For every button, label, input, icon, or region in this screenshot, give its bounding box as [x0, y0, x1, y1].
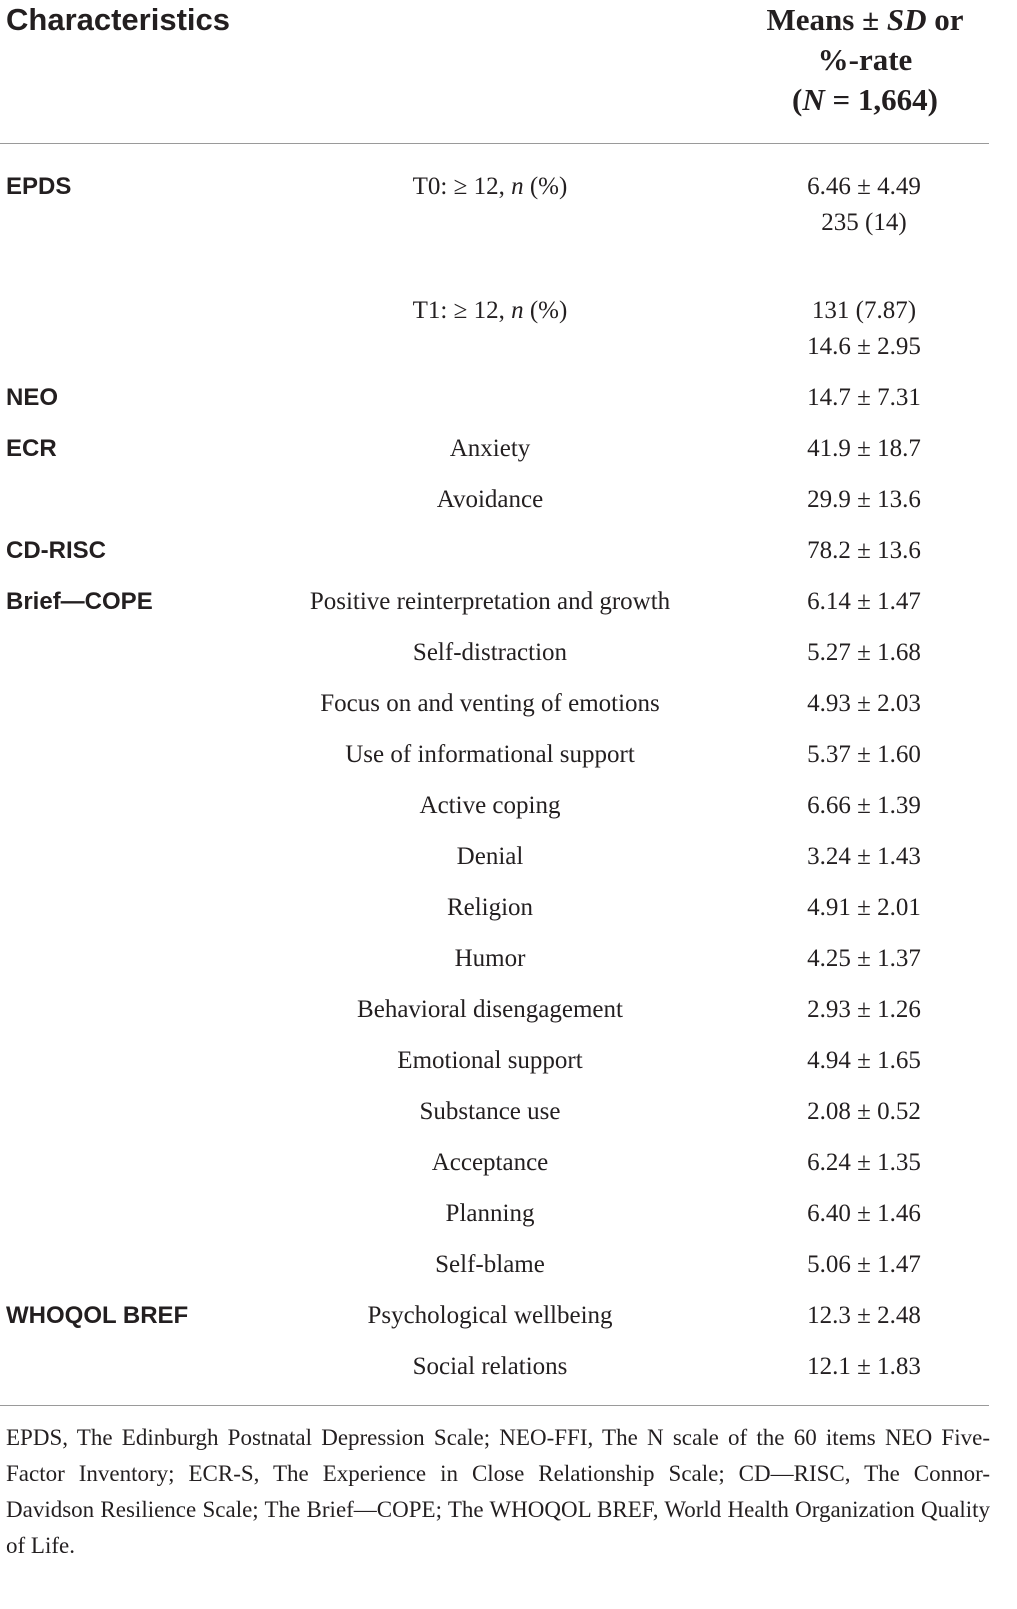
row-sub-planning: Planning: [445, 1200, 535, 1227]
row-value-acceptance: 6.24 ± 1.35: [807, 1149, 921, 1176]
row-sub-active-coping: Active coping: [419, 792, 561, 819]
row-sub-social-relations: Social relations: [412, 1353, 568, 1380]
row-sub-religion: Religion: [446, 894, 534, 921]
row-sub-self-blame: Self-blame: [435, 1251, 545, 1278]
row-value-psychological-wellbeing: 12.3 ± 2.48: [807, 1302, 921, 1329]
row-value-substance-use: 2.08 ± 0.52: [807, 1098, 921, 1125]
row-value-epds-t1-count: 131 (7.87): [811, 297, 917, 324]
header-n-text: N: [802, 82, 825, 117]
footer-divider: [0, 1405, 989, 1406]
row-value-avoidance: 29.9 ± 13.6: [807, 486, 921, 513]
row-value-social-relations: 12.1 ± 1.83: [807, 1353, 921, 1380]
sub-n: n: [511, 173, 524, 200]
row-sub-humor: Humor: [454, 945, 526, 972]
header-means-line3: [740, 80, 990, 120]
row-value-epds-t0-count: 235 (14): [821, 209, 907, 236]
row-sub-denial: Denial: [456, 843, 524, 870]
row-sub-epds-t1: [240, 293, 740, 329]
row-label-ecr: ECR: [6, 435, 57, 462]
row-value-planning: 6.40 ± 1.46: [807, 1200, 921, 1227]
row-value-neo: 14.7 ± 7.31: [807, 384, 921, 411]
row-sub-emotional-support: Emotional support: [397, 1047, 583, 1074]
sub-n: n: [511, 297, 524, 324]
header-means-line2: %-rate: [817, 42, 913, 77]
row-sub-informational-support: Use of informational support: [345, 741, 635, 768]
table-header-characteristics: Characteristics: [6, 2, 231, 37]
row-value-venting: 4.93 ± 2.03: [807, 690, 921, 717]
header-means-text: Means ±: [766, 2, 887, 37]
row-value-epds-t1-mean: 14.6 ± 2.95: [807, 333, 921, 360]
row-value-self-distraction: 5.27 ± 1.68: [807, 639, 921, 666]
row-value-anxiety: 41.9 ± 18.7: [807, 435, 921, 462]
row-sub-anxiety: Anxiety: [449, 435, 531, 462]
header-divider: [0, 143, 989, 144]
sub-pct: (%): [523, 297, 568, 324]
row-sub-substance-use: Substance use: [419, 1098, 561, 1125]
row-sub-acceptance: Acceptance: [431, 1149, 549, 1176]
header-paren-open: (: [792, 82, 803, 117]
header-or-text: or: [926, 2, 964, 37]
row-sub-positive-reinterpretation: Positive reinterpretation and growth: [309, 588, 671, 615]
row-sub-psychological-wellbeing: Psychological wellbeing: [367, 1302, 613, 1329]
row-value-cd-risc: 78.2 ± 13.6: [807, 537, 921, 564]
row-label-epds: EPDS: [6, 173, 72, 200]
row-value-informational-support: 5.37 ± 1.60: [807, 741, 921, 768]
row-sub-self-distraction: Self-distraction: [412, 639, 568, 666]
table-footnote: EPDS, The Edinburgh Postnatal Depression Scale; NEO-FFI, The N scale of the 60 items NEO Five-Factor Inventory; ECR-S, The Experience in Close Relationship Scale; CD—RISC, The Connor- Davidson Resilience Scale; The Brief—COPE; The WHOQOL BREF, World Health Organization Quality of Life.: [6, 1425, 990, 1558]
sub-text: T0: ≥ 12,: [412, 173, 512, 200]
row-value-behavioral-disengagement: 2.93 ± 1.26: [807, 996, 921, 1023]
row-label-cd-risc: CD-RISC: [6, 537, 106, 564]
row-sub-avoidance: Avoidance: [436, 486, 544, 513]
row-label-neo: NEO: [6, 384, 59, 411]
row-value-denial: 3.24 ± 1.43: [807, 843, 921, 870]
row-value-epds-t0-mean: 6.46 ± 4.49: [807, 173, 921, 200]
row-value-active-coping: 6.66 ± 1.39: [807, 792, 921, 819]
header-sd-text: SD: [886, 2, 927, 37]
row-sub-epds-t0: [240, 169, 740, 205]
row-value-humor: 4.25 ± 1.37: [807, 945, 921, 972]
row-label-whoqol-bref: WHOQOL BREF: [6, 1302, 189, 1329]
row-value-emotional-support: 4.94 ± 1.65: [807, 1047, 921, 1074]
row-sub-behavioral-disengagement: Behavioral disengagement: [357, 996, 623, 1023]
row-sub-venting: Focus on and venting of emotions: [320, 690, 660, 717]
row-value-self-blame: 5.06 ± 1.47: [807, 1251, 921, 1278]
header-means-line1: [740, 0, 990, 40]
row-value-positive-reinterpretation: 6.14 ± 1.47: [807, 588, 921, 615]
row-label-brief-cope: Brief—COPE: [6, 588, 153, 615]
row-value-religion: 4.91 ± 2.01: [807, 894, 921, 921]
header-n-value: = 1,664): [824, 82, 938, 117]
sub-text: T1: ≥ 12,: [412, 297, 512, 324]
sub-pct: (%): [523, 173, 568, 200]
table-header-means: [740, 0, 990, 120]
